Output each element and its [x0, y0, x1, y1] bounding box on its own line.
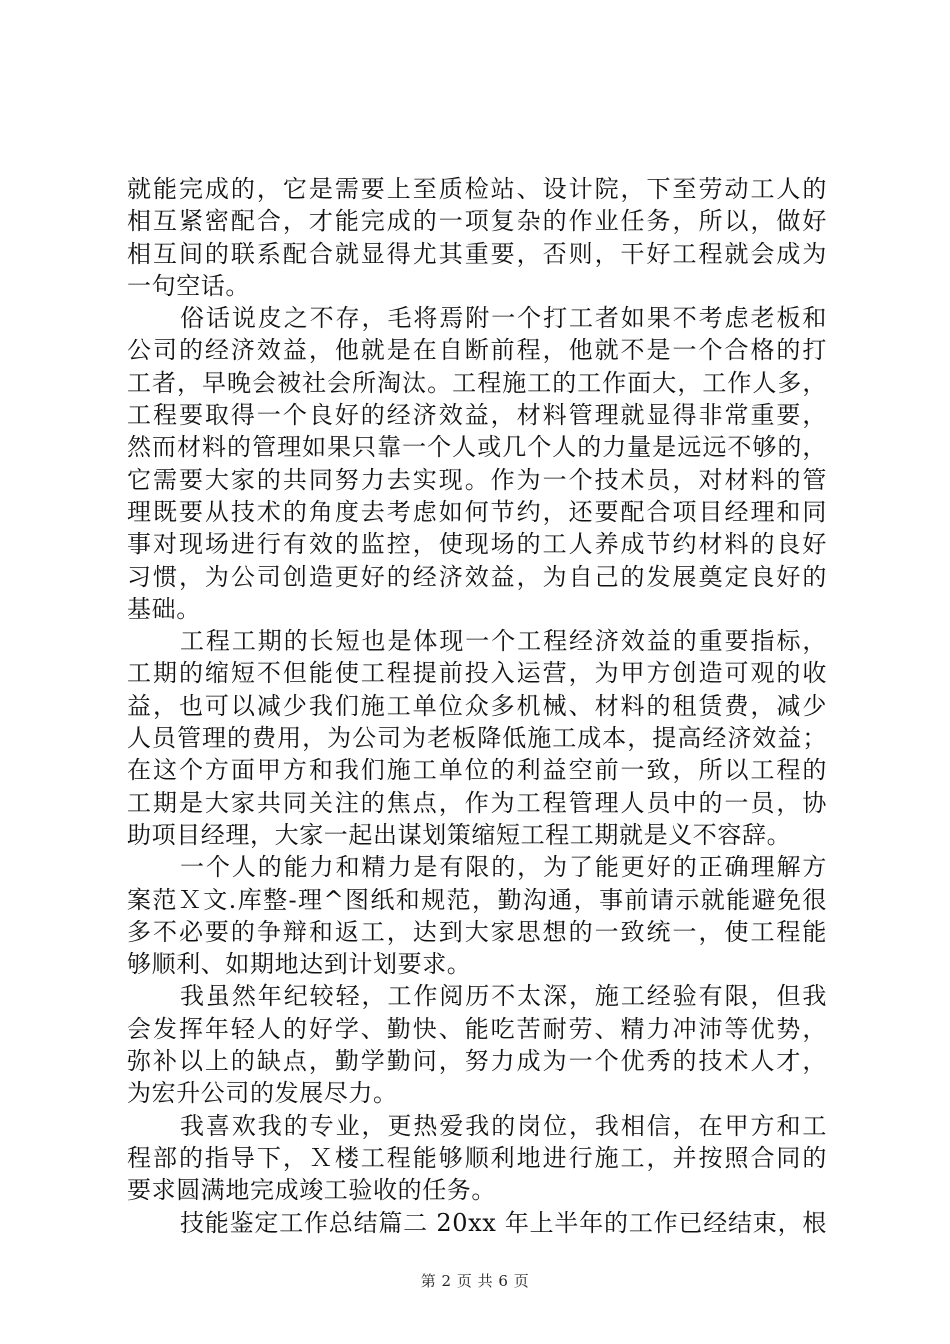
text-line: 工期的缩短不但能使工程提前投入运营，为甲方创造可观的收 — [127, 659, 827, 688]
text-line: 工程工期的长短也是体现一个工程经济效益的重要指标， — [180, 627, 827, 656]
text-line: 助项目经理，大家一起出谋划策缩短工程工期就是义不容辞。 — [127, 820, 792, 849]
text-line: 工期是大家共同关注的焦点，作为工程管理人员中的一员，协 — [127, 788, 827, 817]
text-line: 工者，早晚会被社会所淘汰。工程施工的工作面大，工作人多， — [127, 368, 827, 397]
text-line: 它需要大家的共同努力去实现。作为一个技术员，对材料的管 — [127, 465, 827, 494]
text-line: 我喜欢我的专业，更热爱我的岗位，我相信，在甲方和工 — [180, 1111, 827, 1140]
text-line: 工程要取得一个良好的经济效益，材料管理就显得非常重要， — [127, 401, 827, 430]
text-line: 基础。 — [127, 594, 201, 623]
text-line: 俗话说皮之不存，毛将焉附一个打工者如果不考虑老板和 — [180, 304, 827, 333]
text-line: 够顺利、如期地达到计划要求。 — [127, 950, 472, 979]
text-line: 相互间的联系配合就显得尤其重要，否则，干好工程就会成为 — [127, 239, 827, 268]
text-line: 会发挥年轻人的好学、勤快、能吃苦耐劳、精力冲沛等优势， — [127, 1014, 827, 1043]
body-text — [127, 173, 827, 1239]
text-line: 事对现场进行有效的监控，使现场的工人养成节约材料的良好 — [127, 530, 827, 559]
page-footer: 第 2 页 共 6 页 — [420, 1272, 530, 1290]
text-line: 然而材料的管理如果只靠一个人或几个人的力量是远远不够的， — [127, 433, 827, 462]
text-line: 公司的经济效益，他就是在自断前程，他就不是一个合格的打 — [127, 336, 827, 365]
text-line: 一句空话。 — [127, 271, 250, 300]
text-line: 程部的指导下，Ｘ楼工程能够顺利地进行施工，并按照合同的 — [127, 1143, 827, 1172]
text-line: 弥补以上的缺点，勤学勤问，努力成为一个优秀的技术人才， — [127, 1047, 827, 1076]
text-line: 理既要从技术的角度去考虑如何节约，还要配合项目经理和同 — [127, 497, 827, 526]
text-line: 技能鉴定工作总结篇二 20xx 年上半年的工作已经结束，根 — [180, 1208, 827, 1237]
text-line: 习惯，为公司创造更好的经济效益，为自己的发展奠定良好的 — [127, 562, 827, 591]
text-line: 人员管理的费用，为公司为老板降低施工成本，提高经济效益； — [127, 724, 827, 753]
text-line: 相互紧密配合，才能完成的一项复杂的作业任务，所以，做好 — [127, 207, 827, 236]
text-line: 就能完成的，它是需要上至质检站、设计院，下至劳动工人的 — [127, 175, 827, 203]
text-line: 要求圆满地完成竣工验收的任务。 — [127, 1176, 496, 1205]
text-line: 我虽然年纪较轻，工作阅历不太深，施工经验有限，但我 — [180, 982, 827, 1011]
text-line: 为宏升公司的发展尽力。 — [127, 1079, 398, 1108]
text-line: 在这个方面甲方和我们施工单位的利益空前一致，所以工程的 — [127, 756, 827, 785]
text-line: 多不必要的争辩和返工，达到大家思想的一致统一，使工程能 — [127, 917, 827, 946]
text-line: 益，也可以减少我们施工单位众多机械、材料的租赁费，减少 — [127, 691, 827, 720]
text-line: 一个人的能力和精力是有限的，为了能更好的正确理解方 — [180, 853, 827, 882]
text-line: 案范Ｘ文.库整-理^图纸和规范，勤沟通，事前请示就能避免很 — [127, 885, 827, 914]
